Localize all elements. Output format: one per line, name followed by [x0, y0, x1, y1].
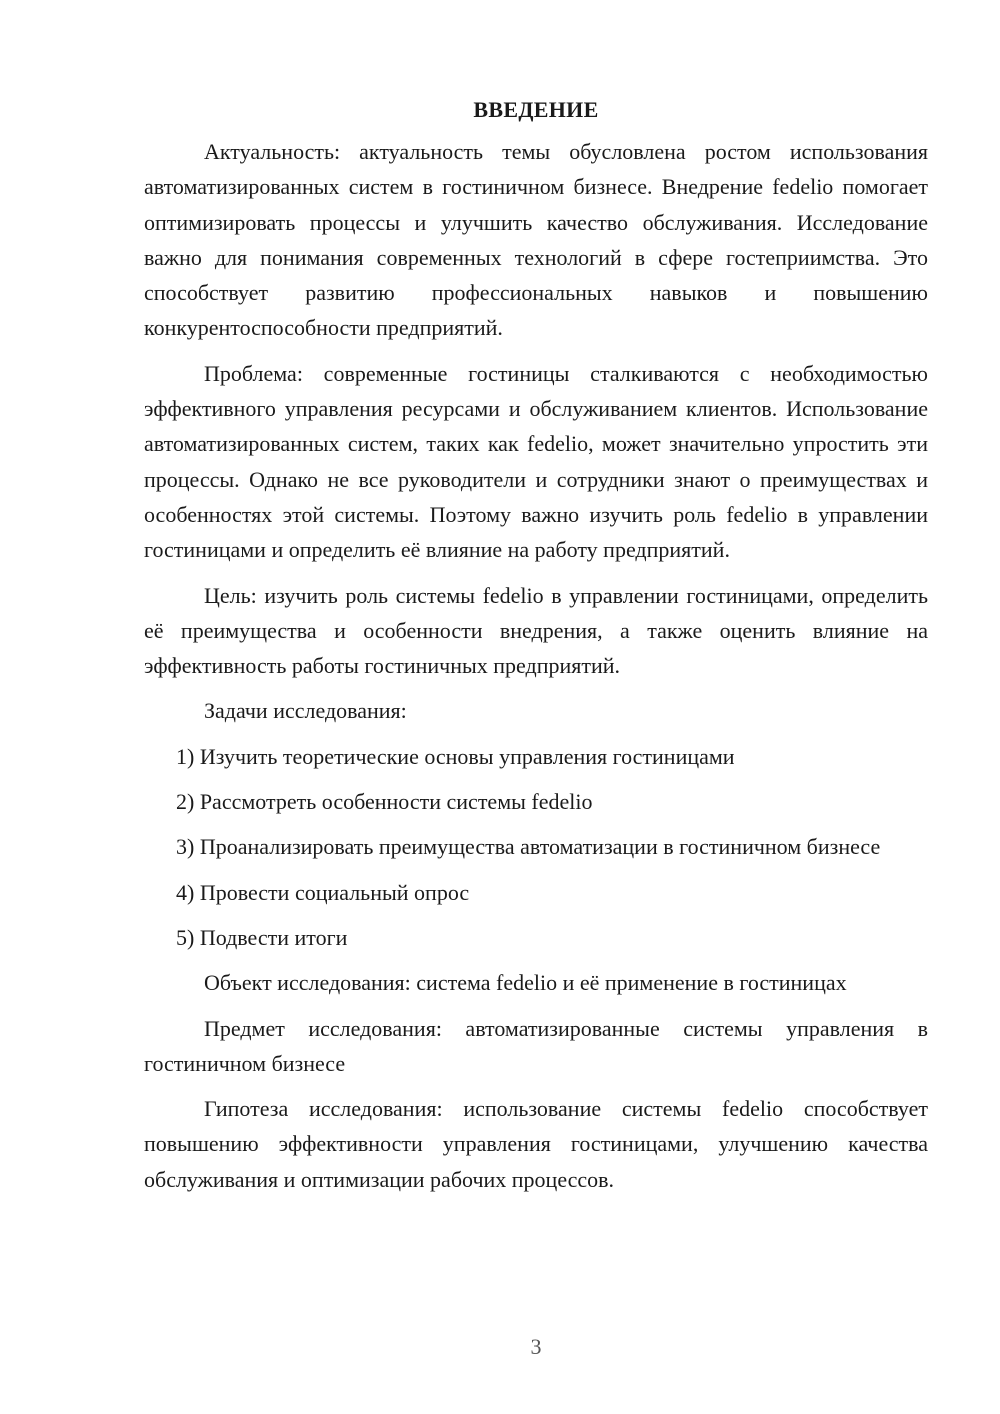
page-title: ВВЕДЕНИЕ	[473, 97, 599, 122]
task-item: 2) Рассмотреть особенности системы fedelio	[176, 789, 593, 815]
page-number: 3	[530, 1334, 542, 1359]
paragraph-relevance: Актуальность: актуальность темы обусловлена ростом использования автоматизированных систем в гостиничном бизнесе. Внедрение fedelio помогает оптимизировать процессы и улучшить качество обслуживания. Исследование важно для понимания современных технологий в сфере гостеприимства. Это способствует развитию профессиональных навыков и повышению конкурентоспособности предприятий.	[144, 139, 928, 341]
task-item: 1) Изучить теоретические основы управления гостиницами	[176, 743, 735, 769]
task-item: 5) Подвести итоги	[176, 924, 348, 950]
tasks-heading: Задачи исследования:	[204, 698, 407, 724]
paragraph-subject: Предмет исследования: автоматизированные системы управления в гостиничном бизнесе	[144, 1015, 928, 1076]
paragraph-hypothesis: Гипотеза исследования: использование системы fedelio способствует повышению эффективности управления гостиницами, улучшению качества обслуживания и оптимизации рабочих процессов.	[144, 1096, 928, 1192]
paragraph-goal: Цель: изучить роль системы fedelio в управлении гостиницами, определить её преимущества и особенности внедрения, а также оценить влияние на эффективность работы гостиничных предприятий.	[144, 582, 928, 679]
paragraph-problem: Проблема: современные гостиницы сталкиваются с необходимостью эффективного управления ресурсами и обслуживанием клиентов. Использование автоматизированных систем, таких как fedelio, может значительно упростить эти процессы. Однако не все руководители и сотрудники знают о преимуществах и особенностях этой системы. Поэтому важно изучить роль fedelio в управлении гостиницами и определить её влияние на работу предприятий.	[144, 360, 928, 563]
paragraph-object: Объект исследования: система fedelio и её применение в гостиницах	[204, 970, 847, 996]
task-item: 3) Проанализировать преимущества автоматизации в гостиничном бизнесе	[176, 834, 881, 860]
task-item: 4) Провести социальный опрос	[176, 879, 470, 905]
document-page	[144, 92, 928, 1207]
